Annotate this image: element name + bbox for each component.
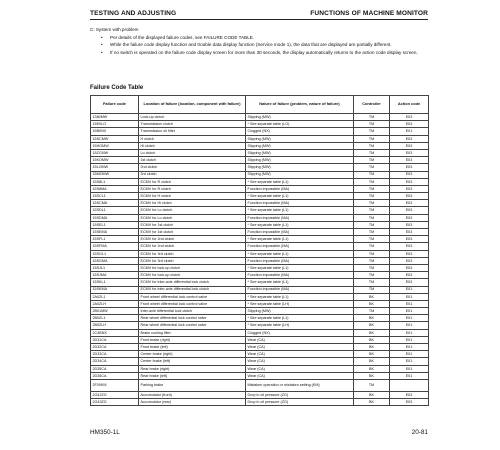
cell-location: Transmission oil filter [139, 128, 246, 135]
cell-nature: Function impossible (MA) [246, 229, 354, 236]
cell-nature: Clogged (NX) [246, 128, 354, 135]
cell-nature: Slipping (MW) [246, 114, 354, 121]
cell-location: Front wheel differential lock control valve [139, 293, 246, 300]
cell-failure-code: 15MOMW [91, 171, 139, 178]
cell-failure-code: 15E0LO [91, 121, 139, 128]
cell-controller: TM [354, 185, 390, 192]
cell-location: ECMV for lock-up clutch [139, 264, 246, 271]
header-controller: Controller [354, 96, 390, 114]
cell-action-code: E01 [390, 365, 429, 372]
cell-nature: Function impossible (MA) [246, 185, 354, 192]
cell-controller: TM [354, 171, 390, 178]
table-row [91, 171, 429, 178]
cell-action-code: E01 [390, 315, 429, 322]
cell-location: Rear brake (right) [139, 365, 246, 372]
table-row [91, 185, 429, 192]
cell-failure-code: 2A0ZL1 [91, 293, 139, 300]
cell-location: H clutch [139, 135, 246, 142]
cell-controller: TM [354, 308, 390, 315]
table-row [91, 264, 429, 271]
cell-failure-code: 15SEL1 [91, 221, 139, 228]
table-row [91, 300, 429, 307]
cell-action-code: E01 [390, 308, 429, 315]
table-row [91, 229, 429, 236]
cell-failure-code: 15KOMW [91, 157, 139, 164]
cell-controller: TM [354, 221, 390, 228]
table-row [91, 315, 429, 322]
footer-page-number: 20-81 [411, 429, 428, 436]
cell-controller: TM [354, 272, 390, 279]
cell-failure-code: 2D36CA [91, 372, 139, 379]
cell-controller: TM [354, 164, 390, 171]
table-row [91, 286, 429, 293]
cell-failure-code: 2D35CA [91, 365, 139, 372]
table-row [91, 279, 429, 286]
cell-controller: TM [354, 257, 390, 264]
cell-failure-code: 2G42ZG [91, 391, 139, 398]
cell-action-code: E03 [390, 200, 429, 207]
table-row [91, 157, 429, 164]
cell-failure-code: 15SFL1 [91, 236, 139, 243]
cell-failure-code: 15SDL1 [91, 207, 139, 214]
cell-nature: Wear (CA) [246, 358, 354, 365]
cell-failure-code: 15LOMW [91, 164, 139, 171]
cell-controller: TM [354, 114, 390, 121]
cell-location: Lock-up clutch [139, 114, 246, 121]
cell-controller: TM [354, 157, 390, 164]
footer-model: HM350-1L [90, 429, 120, 436]
cell-action-code: E03 [390, 264, 429, 271]
cell-controller: TM [354, 279, 390, 286]
bullet-icon: • [101, 35, 103, 41]
table-row [91, 135, 429, 142]
cell-location: ECMV for lock-up clutch [139, 272, 246, 279]
cell-failure-code: 2D34CA [91, 358, 139, 365]
cell-failure-code: 15SFMA [91, 243, 139, 250]
cell-location: Brake cooling filter [139, 329, 246, 336]
cell-location: Front brake (left) [139, 344, 246, 351]
table-row [91, 243, 429, 250]
cell-action-code [390, 379, 429, 391]
failure-code-table [90, 95, 429, 406]
table-row [91, 142, 429, 149]
table-row [91, 121, 429, 128]
cell-location: ECMV for R clutch [139, 178, 246, 185]
cell-nature: Slipping (MW) [246, 142, 354, 149]
table-row [91, 236, 429, 243]
cell-failure-code: 15SKMA [91, 286, 139, 293]
cell-controller: BK [354, 351, 390, 358]
cell-controller: TM [354, 286, 390, 293]
cell-controller: BK [354, 329, 390, 336]
cell-failure-code: 15B0NX [91, 128, 139, 135]
cell-controller: BK [354, 336, 390, 343]
cell-nature: * See separate table (L1) [246, 264, 354, 271]
cell-location: 2nd clutch [139, 164, 246, 171]
cell-location: ECMV for Lo clutch [139, 207, 246, 214]
cell-location: Hi clutch [139, 142, 246, 149]
table-row [91, 372, 429, 379]
cell-failure-code: 15SEMA [91, 229, 139, 236]
cell-action-code: E01 [390, 322, 429, 329]
cell-controller: TM [354, 250, 390, 257]
intro-bullet-text: If no switch is operated on the failure code display screen for more than 30 seconds, the display automatically returns to the action code display screen. [110, 49, 418, 55]
cell-location: ECMV for 1st clutch [139, 229, 246, 236]
table-row [91, 293, 429, 300]
cell-location: ECMV for R clutch [139, 185, 246, 192]
cell-nature: Drop in oil pressure (ZG) [246, 399, 354, 406]
table-row [91, 379, 429, 391]
table-row [91, 351, 429, 358]
cell-controller: BK [354, 399, 390, 406]
table-row [91, 200, 429, 207]
table-row [91, 329, 429, 336]
cell-failure-code: 15SCMA [91, 200, 139, 207]
intro-bullets [90, 35, 428, 56]
cell-location: ECMV for 3rd clutch [139, 250, 246, 257]
cell-nature: Wear (CA) [246, 336, 354, 343]
cell-nature: Wear (CA) [246, 365, 354, 372]
table-row [91, 193, 429, 200]
cell-action-code: E03 [390, 178, 429, 185]
cell-failure-code: 15SJL1 [91, 264, 139, 271]
cell-failure-code: 2A0ZLH [91, 300, 139, 307]
cell-failure-code: 2D32CA [91, 344, 139, 351]
page-header [90, 10, 428, 17]
cell-location: ECMV for Lo clutch [139, 214, 246, 221]
cell-location: ECMV for 2nd clutch [139, 243, 246, 250]
intro-heading: C: System with problem [90, 27, 139, 32]
cell-controller: TM [354, 135, 390, 142]
table-row [91, 128, 429, 135]
table-row [91, 221, 429, 228]
cell-nature: Function impossible (MA) [246, 272, 354, 279]
cell-controller: BK [354, 344, 390, 351]
cell-nature: * See separate table (LH) [246, 300, 354, 307]
cell-action-code: E01 [390, 300, 429, 307]
cell-nature: Clogged (NX) [246, 329, 354, 336]
table-row [91, 272, 429, 279]
cell-failure-code: 2B0ZL1 [91, 315, 139, 322]
cell-failure-code: 2B0ZLH [91, 322, 139, 329]
cell-location: Inter-axle differential lock clutch [139, 308, 246, 315]
cell-failure-code: 15SJMA [91, 272, 139, 279]
intro-section [90, 27, 428, 57]
cell-action-code: E01 [390, 372, 429, 379]
cell-action-code: E01 [390, 336, 429, 343]
cell-failure-code: 2C4BNX [91, 329, 139, 336]
cell-controller: TM [354, 229, 390, 236]
cell-nature: Function impossible (MA) [246, 243, 354, 250]
cell-location: ECMV for inter-axle differential lock clutch [139, 279, 246, 286]
cell-failure-code: 15SCMW [91, 135, 139, 142]
cell-nature: Slipping (MW) [246, 149, 354, 156]
cell-action-code: E03 [390, 279, 429, 286]
cell-location: ECMV for H clutch [139, 193, 246, 200]
cell-controller: BK [354, 372, 390, 379]
cell-nature: * See separate table (L1) [246, 221, 354, 228]
cell-controller: BK [354, 300, 390, 307]
header-nature: Nature of failure (problem, nature of failure) [246, 96, 354, 114]
cell-location: ECMV for 1st clutch [139, 221, 246, 228]
page-footer [90, 429, 428, 436]
cell-action-code: E03 [390, 391, 429, 398]
table-row [91, 250, 429, 257]
cell-nature: Wear (CA) [246, 344, 354, 351]
table-header-row [91, 96, 429, 114]
cell-nature: * See separate table (L1) [246, 315, 354, 322]
table-row [91, 322, 429, 329]
cell-location: 3rd clutch [139, 171, 246, 178]
cell-nature: * See separate table (LH) [246, 322, 354, 329]
header-action-code: Action code [390, 96, 429, 114]
cell-action-code: E03 [390, 214, 429, 221]
cell-location: Accumulator (rear) [139, 399, 246, 406]
cell-action-code: E01 [390, 329, 429, 336]
table-body [91, 114, 429, 406]
table-row [91, 308, 429, 315]
table-row [91, 399, 429, 406]
cell-action-code: E03 [390, 121, 429, 128]
cell-location: Front wheel differential lock control valve [139, 300, 246, 307]
cell-nature: * See separate table (L1) [246, 279, 354, 286]
cell-action-code: E03 [390, 185, 429, 192]
cell-location: Center brake (right) [139, 351, 246, 358]
cell-nature: Drop in oil pressure (ZG) [246, 391, 354, 398]
cell-action-code: E03 [390, 157, 429, 164]
cell-location: Accumulator (front) [139, 391, 246, 398]
cell-nature: Mistaken operation or mistaken setting (KM) [246, 379, 354, 391]
table-row [91, 114, 429, 121]
cell-controller: TM [354, 121, 390, 128]
cell-nature: Wear (CA) [246, 372, 354, 379]
cell-action-code: E01 [390, 128, 429, 135]
cell-controller: TM [354, 200, 390, 207]
cell-failure-code: 15SGMA [91, 257, 139, 264]
cell-action-code: E03 [390, 272, 429, 279]
cell-controller: BK [354, 358, 390, 365]
cell-location: ECMV for Hi clutch [139, 200, 246, 207]
cell-controller: TM [354, 236, 390, 243]
table-row [91, 178, 429, 185]
cell-location: ECMV for 3rd clutch [139, 257, 246, 264]
cell-nature: * See separate table (L1) [246, 236, 354, 243]
cell-nature: Slipping (MW) [246, 308, 354, 315]
table-row [91, 358, 429, 365]
cell-action-code: E03 [390, 164, 429, 171]
cell-controller: BK [354, 391, 390, 398]
cell-nature: * See separate table (LO) [246, 121, 354, 128]
cell-controller: TM [354, 193, 390, 200]
cell-failure-code: 15S8MA [91, 185, 139, 192]
cell-nature: Slipping (MW) [246, 171, 354, 178]
cell-failure-code: 2D31CA [91, 336, 139, 343]
cell-failure-code: 15HOMW [91, 142, 139, 149]
cell-action-code: E03 [390, 236, 429, 243]
cell-action-code: E03 [390, 229, 429, 236]
cell-location: Rear wheel differential lock control valve [139, 315, 246, 322]
cell-action-code: E01 [390, 293, 429, 300]
header-left-title: TESTING AND ADJUSTING [90, 10, 177, 17]
cell-controller: TM [354, 243, 390, 250]
cell-controller: BK [354, 293, 390, 300]
cell-nature: * See separate table (L1) [246, 178, 354, 185]
cell-location: Rear wheel differential lock control valve [139, 322, 246, 329]
cell-controller: BK [354, 315, 390, 322]
cell-failure-code: 15SKL1 [91, 279, 139, 286]
cell-controller: BK [354, 365, 390, 372]
cell-location: Rear brake (left) [139, 372, 246, 379]
bullet-icon: • [101, 42, 103, 48]
cell-action-code: E01 [390, 344, 429, 351]
cell-nature: Function impossible (MA) [246, 257, 354, 264]
cell-nature: Function impossible (MA) [246, 286, 354, 293]
table-row [91, 344, 429, 351]
intro-bullet [90, 35, 428, 41]
cell-action-code: E03 [390, 221, 429, 228]
cell-controller: TM [354, 149, 390, 156]
cell-nature: Function impossible (MA) [246, 200, 354, 207]
table-row [91, 214, 429, 221]
intro-bullet [90, 50, 428, 56]
cell-controller: TM [354, 128, 390, 135]
header-right-title: FUNCTIONS OF MACHINE MONITOR [310, 10, 428, 17]
intro-bullet-text: Per details of the displayed failure codes, see FAILURE CODE TABLE. [110, 35, 255, 41]
section-title: Failure Code Table [90, 85, 144, 91]
cell-action-code: E03 [390, 142, 429, 149]
cell-action-code: E03 [390, 135, 429, 142]
header-rule [90, 19, 428, 20]
cell-location: ECMV for 2nd clutch [139, 236, 246, 243]
cell-failure-code: 2F00KM [91, 379, 139, 391]
cell-action-code: E03 [390, 171, 429, 178]
cell-failure-code: 2D33CA [91, 351, 139, 358]
table-row [91, 207, 429, 214]
cell-controller: BK [354, 322, 390, 329]
cell-nature: Function impossible (MA) [246, 214, 354, 221]
cell-location: Center brake (left) [139, 358, 246, 365]
cell-controller: TM [354, 379, 390, 391]
header-location: Location of failure (location, component with failure) [139, 96, 246, 114]
cell-failure-code: 2G43ZG [91, 399, 139, 406]
table-row [91, 257, 429, 264]
cell-nature: Wear (CA) [246, 351, 354, 358]
cell-nature: Slipping (MW) [246, 164, 354, 171]
cell-action-code: E01 [390, 358, 429, 365]
cell-action-code: E03 [390, 207, 429, 214]
cell-nature: Slipping (MW) [246, 157, 354, 164]
cell-nature: Slipping (MW) [246, 135, 354, 142]
cell-controller: TM [354, 264, 390, 271]
table-row [91, 164, 429, 171]
cell-location: 1st clutch [139, 157, 246, 164]
table-row [91, 391, 429, 398]
table-row [91, 365, 429, 372]
cell-controller: TM [354, 178, 390, 185]
bullet-icon: • [101, 49, 103, 55]
cell-location: Transmission clutch [139, 121, 246, 128]
cell-failure-code: 15ZCMW [91, 149, 139, 156]
cell-nature: * See separate table (L1) [246, 193, 354, 200]
cell-controller: TM [354, 142, 390, 149]
intro-bullet [90, 42, 428, 48]
cell-location: ECMV for inter-axle differential lock clutch [139, 286, 246, 293]
cell-controller: TM [354, 207, 390, 214]
cell-action-code: E03 [390, 149, 429, 156]
cell-failure-code: 15SDMA [91, 214, 139, 221]
intro-bullet-text: While the failure code display function and trouble data display function (Service mode 1), the data that are displayed are partially different. [110, 42, 392, 48]
table-row [91, 336, 429, 343]
cell-failure-code: 1380MW [91, 114, 139, 121]
cell-action-code: E03 [390, 114, 429, 121]
cell-failure-code: 15SGL1 [91, 250, 139, 257]
cell-action-code: E03 [390, 243, 429, 250]
cell-action-code: E01 [390, 351, 429, 358]
cell-failure-code: 2B01MW [91, 308, 139, 315]
cell-action-code: E03 [390, 250, 429, 257]
cell-location: Parking brake [139, 379, 246, 391]
cell-nature: * See separate table (L1) [246, 207, 354, 214]
cell-location: Lo clutch [139, 149, 246, 156]
cell-action-code: E01 [390, 286, 429, 293]
cell-controller: TM [354, 214, 390, 221]
cell-action-code: E03 [390, 257, 429, 264]
table-row [91, 149, 429, 156]
header-failure-code: Failure code [91, 96, 139, 114]
cell-failure-code: 15S8L1 [91, 178, 139, 185]
cell-nature: * See separate table (L1) [246, 250, 354, 257]
cell-action-code: E03 [390, 193, 429, 200]
cell-failure-code: 15SCL1 [91, 193, 139, 200]
cell-location: Front brake (right) [139, 336, 246, 343]
cell-nature: * See separate table (L1) [246, 293, 354, 300]
cell-action-code: E03 [390, 399, 429, 406]
